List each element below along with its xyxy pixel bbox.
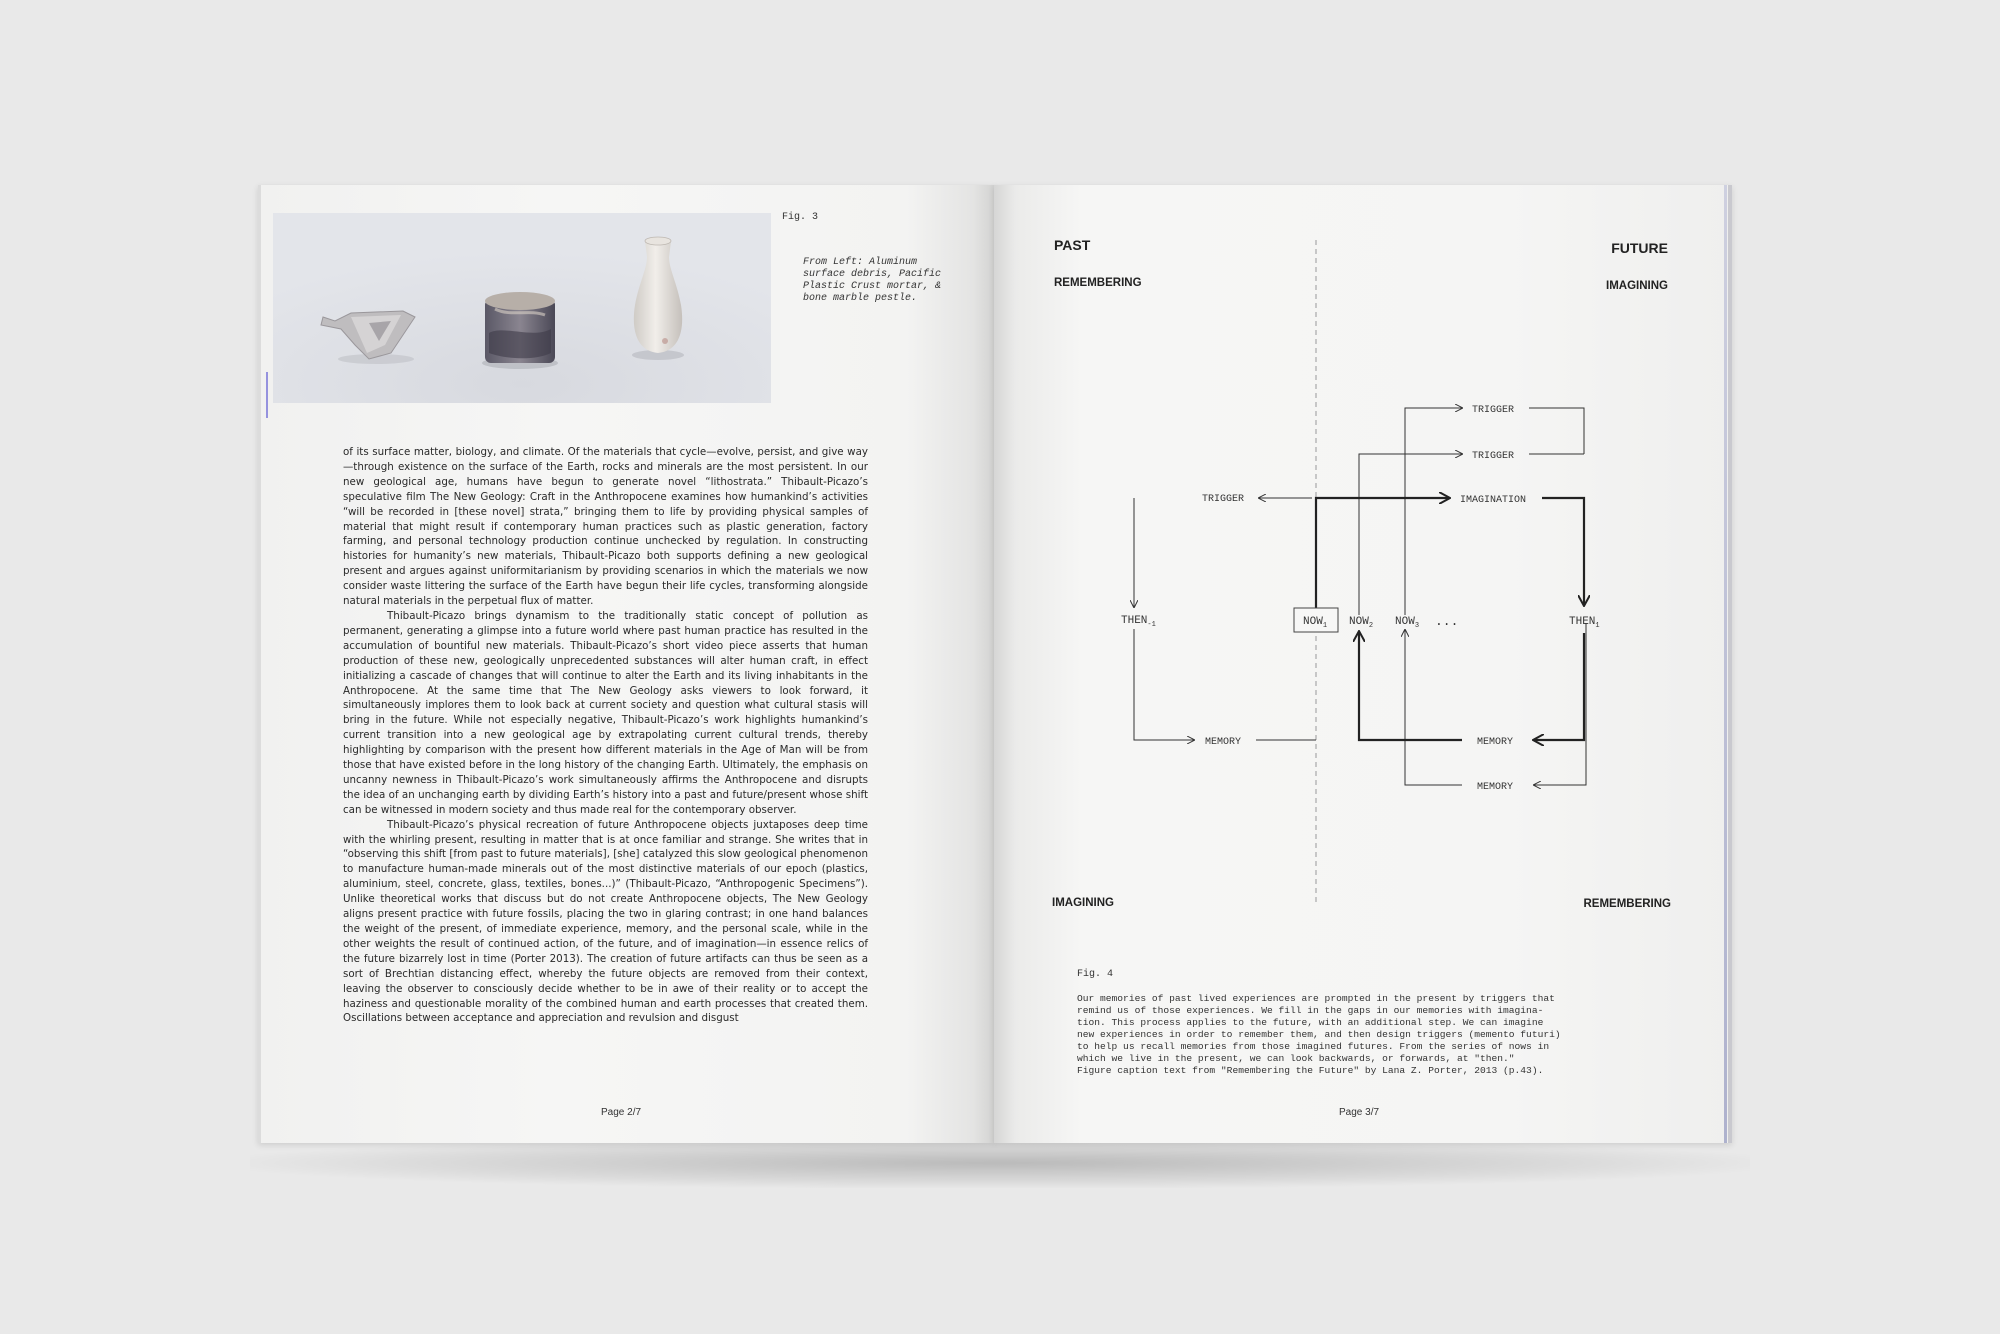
body-paragraph: Thibault-Picazo’s physical recreation of future Anthropocene objects juxtaposes deep time with the whirling present, resulting in matter that is at once familiar and strange. She writes that in “observing this shift [from past to future materials], [she] catalyzed this slow geological phenomenon to manufacture human-made minerals out of the most distinctive materials of our epoch (plastics, aluminium, steel, concrete, glass, textiles, bones...)” (Thibault-Picazo, “Anthropogenic Specimens”). Unlike theoretical works that discuss but do not create Anthropocene objects, The New Geology aligns present practice with future fossils, placing the two in glaring contrast; in one hand balances the weight of the present, of immediate experience, memory, and the personal scale, while in the other weights the result of continued action, of the future, and of imagination—in essence relics of the future bizarrely lost in time (Porter 2013). The creation of future artifacts can thus be seen as a sort of Brechtian distancing effect, whereby the future objects are removed from their context, leaving the observer to consciously decide whether to be in awe of their reality or to accept the haziness and questionable morality of the combined human and earth processes that created them. Oscillations between acceptance and appreciation and revulsion and disgust (343, 818, 868, 1025)
trigger-left-label: TRIGGER (1202, 494, 1245, 505)
trigger-second-label: TRIGGER (1472, 451, 1515, 462)
page-edge-accent (266, 372, 268, 418)
then-past-label: $THEN_{-1}$ (1121, 615, 1156, 629)
quadrant-past-sub: REMEMBERING (1054, 277, 1142, 289)
now1-label: $NOW_1$ (1303, 616, 1328, 630)
body-paragraph: of its surface matter, biology, and climate. Of the materials that cycle—evolve, persist, and give way—through existence on the surface of the Earth, rocks and minerals are the most persistent. In our new geological age, humans have begun to generate novel “lithostrata.” Thibault-Picazo’s speculative film The New Geology: Craft in the Anthropocene examines how humankind’s activities “will be recorded in [these novel] strata,” bringing them to life by providing physical samples of material that might result if contemporary human practices such as plastic generation, factory farming, and personal technology production continue unchecked by regulation. In constructing histories for humanity’s new materials, Thibault-Picazo both supports defining a new geological present and argues against uniformitarianism by providing scenarios in which the materials we now consider waste littering the surface of the Earth have begun their life cycles, transforming alongside natural materials in the perpetual flux of matter. (343, 446, 868, 608)
artifact-photo (273, 213, 771, 403)
quadrant-bottom-right: REMEMBERING (1583, 898, 1671, 910)
now2-label: $NOW_2$ (1349, 616, 1374, 630)
fig3-label: Fig. 3 (782, 212, 819, 223)
memory-right-label: MEMORY (1477, 737, 1514, 748)
now3-label: $NOW_3$ (1395, 616, 1420, 630)
imagination-label: IMAGINATION (1460, 495, 1527, 506)
memory-left-label: MEMORY (1205, 737, 1242, 748)
trigger-top-label: TRIGGER (1472, 405, 1515, 416)
quadrant-past-title: PAST (1054, 237, 1091, 253)
page-number-right: Page 3/7 (1339, 1107, 1380, 1118)
quadrant-bottom-left: IMAGINING (1052, 897, 1114, 909)
page-number-left: Page 2/7 (601, 1107, 642, 1118)
fig3-caption: From Left: Aluminum surface debris, Pacific Plastic Crust mortar, & bone marble pestle. (803, 257, 942, 304)
article-body (343, 445, 868, 1026)
artifacts-illustration (273, 213, 771, 403)
plastic-mortar-object (482, 292, 558, 369)
quadrant-future-title: FUTURE (1611, 240, 1668, 256)
spread-shadow (250, 1138, 1750, 1188)
quadrant-future-sub: IMAGINING (1606, 280, 1668, 292)
fig4-label: Fig. 4 (1077, 969, 1114, 980)
body-paragraph: Thibault-Picazo brings dynamism to the traditionally static concept of pollution as permanent, generating a glimpse into a future world where past human practice has resulted in the accumulation of bountiful new materials. Thibault-Picazo’s short video piece asserts that human production of these new, geologically unprecedented substances will alter human craft, in effect initializing a cascade of changes that will continue to alter the Earth and its living inhabitants in the Anthropocene. At the same time that The New Geology asks viewers to look forward, it simultaneously implores them to look back at current society and question what cultural stasis will bring in the future. While not especially negative, Thibault-Picazo’s work highlights humankind’s current transition into a new geological age by extrapolating current cultural trends, thereby highlighting by comparison with the present how different materials in the Age of Man will be from those that have existed before in the long history of the changing Earth. Ultimately, the emphasis on uncanny newness in Thibault-Picazo’s work simultaneously affirms the Anthropocene and disrupts the idea of an unchanging earth by dividing Earth’s history into a past and future/present whose shift can be witnessed in modern society and thus made real for the contemporary observer. (343, 609, 868, 816)
now-ellipsis: ... (1435, 614, 1459, 629)
fig4-caption: Our memories of past lived experiences are prompted in the present by triggers that remind us of those experiences. We fill in the gaps in our memories with imagina- tion. This process applies to the future, with an additional step. We can imagine new experiences in order to remember them, and then design triggers (memento futuri) to help us recall memories from those imagined futures. From the series of nows in which we live in the present, we can look backwards, or forwards, at "then." Figure caption text from "Remembering the Future" by Lana Z. Porter, 2013 (p.43). (1077, 993, 1561, 1076)
memory-lower-label: MEMORY (1477, 782, 1514, 793)
then-future-label: $THEN_1$ (1569, 616, 1600, 630)
